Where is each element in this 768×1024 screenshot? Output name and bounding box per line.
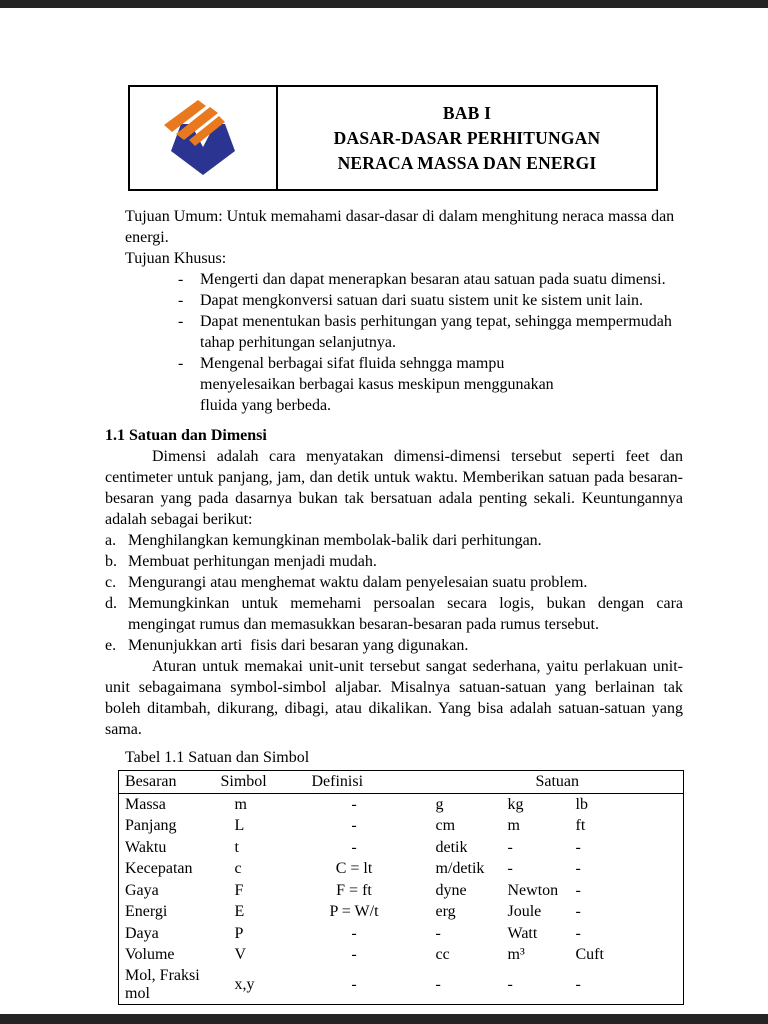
tujuan-khusus-label: Tujuan Khusus: [125,250,227,267]
table-cell: E [234,903,245,921]
table-cell: g [435,795,444,813]
list-item-text: Memungkinkan untuk memehami persoalan secara logis, bukan dengan cara mengingat rumus dan memasukkan besaran-besaran pada rumus tersebut. [128,595,687,633]
list-item-text: Mengurangi atau menghemat waktu dalam penyelesaian suatu problem. [128,574,588,591]
list-item-label: d. [105,595,117,612]
table-cell: - [575,860,581,878]
table-cell: x,y [234,976,255,993]
table-cell: kg [507,795,524,813]
dash-bullet: - [178,313,184,330]
table-cell: F [234,881,244,899]
table-cell: Cuft [575,946,604,964]
table-cell: cc [435,946,450,964]
section-heading: 1.1 Satuan dan Dimensi [105,427,267,444]
table-cell: Gaya [125,881,159,899]
list-item-text: Mengenal berbagai sifat fluida sehngga mampu menyelesaikan berbagai kasus meskipun menggunakan fluida yang berbeda. [200,355,554,414]
table-cell: - [575,838,581,856]
list-item [105,593,687,635]
table-cell: P [234,924,244,942]
list-item-label: e. [105,637,117,654]
table-row [119,966,684,1005]
table-cell: - [351,838,357,856]
table-cell: - [575,903,581,921]
list-item-label: a. [105,532,117,549]
table-cell: m/detik [435,860,485,878]
table-cell: Energi [125,903,168,921]
table-cell: m³ [507,946,525,964]
table-cell: m [234,795,247,813]
list-item-label: b. [105,553,117,570]
units-table [118,770,684,1005]
tujuan-khusus-list [178,269,683,416]
table-cell: detik [435,838,468,856]
table-cell: m [507,817,520,835]
dash-bullet: - [178,292,184,309]
list-item-text: Menunjukkan arti fisis dari besaran yang digunakan. [128,637,469,654]
table-cell: - [507,860,513,878]
table-cell: Massa [125,795,166,813]
list-item [178,353,683,416]
list-item-text: Menghilangkan kemungkinan membolak-balik dari perhitungan. [128,532,542,549]
table-row [119,902,684,924]
table-cell: - [351,924,357,942]
section-paragraph-2: Aturan untuk memakai unit-unit tersebut sangat sederhana, yaitu perlakuan unit-unit sebagaimana symbol-simbol aljabar. Misalnya satuan-satuan yang berlainan tak boleh ditambah, dikurang, dibagi, atau dikalikan. Yang bisa adalah satuan-satuan yang sama. [105,658,683,738]
chapter-header-box [128,85,658,191]
table-cell: - [507,976,513,993]
list-item-text: Dapat menentukan basis perhitungan yang tepat, sehingga mempermudah tahap perhitungan selanjutnya. [200,313,672,351]
list-item-text: Mengerti dan dapat menerapkan besaran atau satuan pada suatu dimensi. [200,271,666,288]
table-row [119,880,684,902]
table-row [119,837,684,859]
column-header: Definisi [277,771,432,794]
table-cell: - [507,838,513,856]
table-cell: Volume [125,946,175,964]
list-item-text: Membuat perhitungan menjadi mudah. [128,553,377,570]
table-row [119,945,684,967]
table-cell: Panjang [125,817,177,835]
list-item [105,572,683,593]
table-cell: - [575,976,581,993]
dash-bullet: - [178,355,184,372]
table-cell: V [234,946,247,964]
table-row [119,923,684,945]
list-item-label: c. [105,574,117,591]
table-cell: t [234,838,239,856]
list-item [105,530,683,551]
table-cell: c [234,860,242,878]
table-cell: Waktu [125,838,167,856]
university-logo [156,94,250,182]
table-cell: dyne [435,881,467,899]
list-item [105,551,683,572]
dash-bullet: - [178,271,184,288]
table-header-row [119,771,684,794]
chapter-title [278,87,656,189]
table-cell: - [575,924,581,942]
list-item [105,635,683,656]
lettered-list [105,530,687,656]
table-row [119,859,684,881]
table-cell: erg [435,903,456,921]
table-cell: - [435,976,441,993]
column-header: Besaran [119,771,207,794]
column-header: Simbol [207,771,277,794]
chapter-title-line-2: DASAR-DASAR PERHITUNGAN [333,127,601,148]
table-cell: F = ft [336,881,372,899]
logo-cell [130,87,278,189]
table-cell: Daya [125,924,159,942]
page-content [105,85,687,1005]
table-cell: Newton [507,881,559,899]
table-cell: - [351,946,357,964]
table-cell: C = lt [335,860,373,878]
table-cell: Watt [507,924,538,942]
list-item [178,290,683,311]
table-cell: - [351,795,357,813]
table-cell: P = W/t [329,903,379,921]
table-cell: ft [575,817,586,835]
viewer-top-bar [0,0,768,8]
table-cell: Kecepatan [125,860,193,878]
table-row [119,816,684,838]
column-header: Satuan [432,771,684,794]
table-cell: - [575,881,581,899]
table-row [119,794,684,816]
table-cell: Joule [507,903,542,921]
table-cell: - [351,976,357,993]
chapter-title-line-1: BAB I [442,102,492,123]
table-cell: - [435,924,441,942]
intro-block [125,206,683,416]
viewer-bottom-bar [0,1014,768,1024]
list-item-text: Dapat mengkonversi satuan dari suatu sistem unit ke sistem unit lain. [200,292,644,309]
table-cell: L [234,817,245,835]
chapter-title-line-3: NERACA MASSA DAN ENERGI [337,152,597,173]
tujuan-umum-text: Tujuan Umum: Untuk memahami dasar-dasar di dalam menghitung neraca massa dan energi. [125,208,675,246]
table-cell: Mol, Fraksi mol [125,967,200,1002]
list-item [178,311,683,353]
section-paragraph-1: Dimensi adalah cara menyatakan dimensi-dimensi tersebut seperti feet dan centimeter untuk panjang, jam, dan detik untuk waktu. Memberikan satuan pada besaran-besaran yang pada dasarnya bukan tak bersatuan adala penting sekali. Keuntungannya adalah sebagai berikut: [105,448,683,528]
table-caption: Tabel 1.1 Satuan dan Simbol [125,749,310,766]
list-item [178,269,683,290]
table-cell: lb [575,795,588,813]
table-cell: - [351,817,357,835]
table-cell: cm [435,817,456,835]
